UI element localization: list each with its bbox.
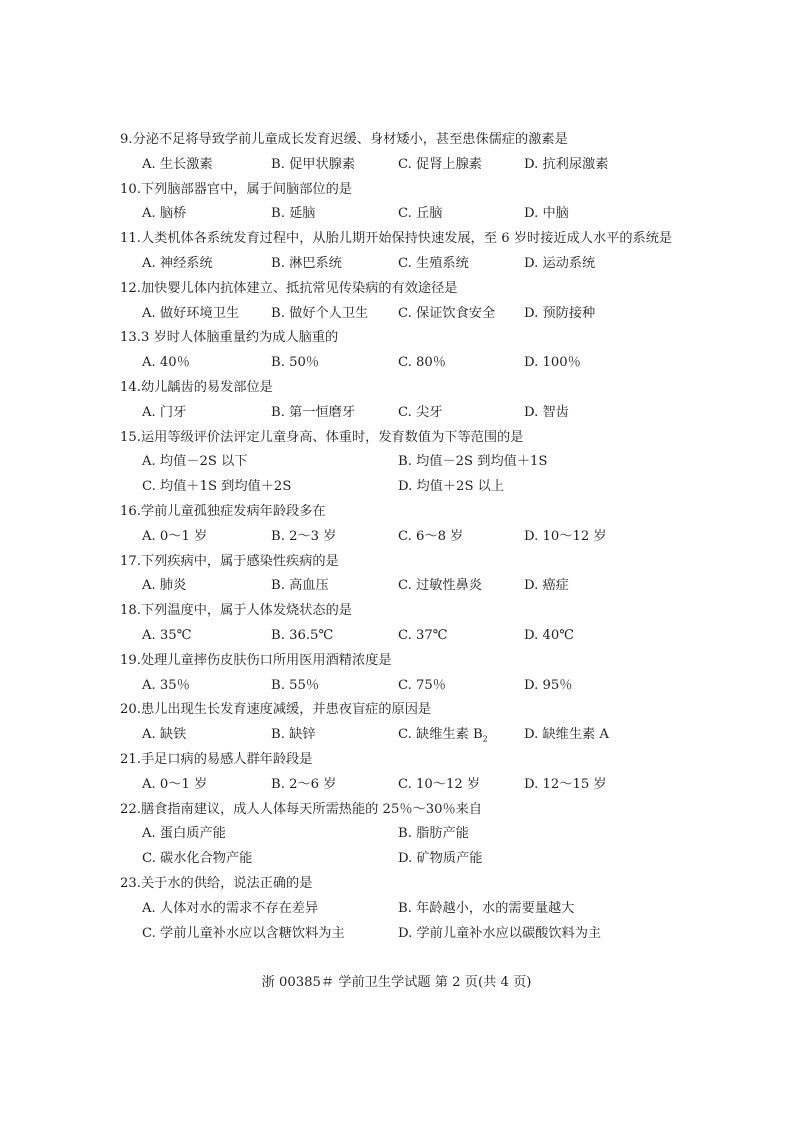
option-d[interactable]: D. 95％ — [524, 677, 573, 693]
option-c[interactable]: C. 均值＋1S 到均值＋2S — [142, 479, 292, 495]
options-row — [142, 450, 680, 475]
question-17 — [120, 550, 680, 600]
options-row — [142, 723, 680, 748]
options-row — [142, 922, 680, 947]
option-a[interactable]: A. 35％ — [142, 677, 190, 693]
question-stem: 16.学前儿童孤独症发病年龄段多在 — [120, 503, 326, 519]
question-stem: 23.关于水的供给，说法正确的是 — [120, 875, 313, 891]
options-row — [142, 153, 680, 178]
question-11 — [120, 227, 680, 277]
option-c[interactable]: C. 80％ — [398, 355, 446, 371]
option-a[interactable]: A. 0～1 岁 — [142, 776, 208, 792]
options-row — [142, 475, 680, 500]
question-21 — [120, 748, 680, 798]
option-b[interactable]: B. 第一恒磨牙 — [271, 404, 356, 420]
options-row — [142, 525, 680, 550]
option-a[interactable]: A. 神经系统 — [142, 255, 213, 271]
option-d[interactable]: D. 100％ — [524, 355, 581, 371]
option-b[interactable]: B. 促甲状腺素 — [271, 156, 356, 172]
question-stem: 22.膳食指南建议，成人人体每天所需热能的 25％～30％来自 — [120, 801, 483, 817]
option-a[interactable]: A. 均值－2S 以下 — [142, 454, 248, 470]
option-a[interactable]: A. 做好环境卫生 — [142, 305, 240, 321]
option-d[interactable]: D. 矿物质产能 — [398, 851, 483, 867]
option-b[interactable]: B. 均值－2S 到均值＋1S — [398, 454, 548, 470]
question-stem: 18.下列温度中，属于人体发烧状态的是 — [120, 603, 352, 619]
question-12 — [120, 277, 680, 327]
option-a[interactable]: A. 肺炎 — [142, 578, 187, 594]
option-c[interactable]: C. 促肾上腺素 — [398, 156, 482, 172]
question-23 — [120, 872, 680, 946]
question-13 — [120, 326, 680, 376]
option-c[interactable]: C. 37℃ — [398, 627, 448, 643]
option-a[interactable]: A. 35℃ — [142, 627, 192, 643]
option-a[interactable]: A. 蛋白质产能 — [142, 826, 226, 842]
question-stem: 17.下列疾病中，属于感染性疾病的是 — [120, 553, 339, 569]
question-stem: 13.3 岁时人体脑重量约为成人脑重的 — [120, 330, 339, 346]
option-c[interactable]: C. 75％ — [398, 677, 446, 693]
options-row — [142, 773, 680, 798]
options-row — [142, 252, 680, 277]
question-stem: 9.分泌不足将导致学前儿童成长发育迟缓、身材矮小，甚至患侏儒症的激素是 — [120, 132, 568, 147]
option-c[interactable]: C. 6～8 岁 — [398, 528, 464, 544]
question-stem: 21.手足口病的易感人群年龄段是 — [120, 751, 313, 767]
options-row — [142, 822, 680, 847]
option-c[interactable]: C. 生殖系统 — [398, 255, 469, 271]
option-b[interactable]: B. 2～6 岁 — [271, 776, 337, 792]
question-20 — [120, 698, 680, 748]
options-row — [142, 302, 680, 327]
options-row — [142, 674, 680, 699]
question-22 — [120, 798, 680, 872]
page-footer: 浙 00385＃ 学前卫生学试题 第 2 页(共 4 页) — [261, 975, 532, 990]
question-stem: 11.人类机体各系统发育过程中，从胎儿期开始保持快速发展，至 6 岁时接近成人水平的系统是 — [120, 231, 673, 247]
options-row — [142, 401, 680, 426]
option-d[interactable]: D. 癌症 — [524, 578, 569, 594]
option-d[interactable]: D. 学前儿童补水应以碳酸饮料为主 — [398, 925, 602, 941]
question-stem: 10.下列脑部器官中，属于间脑部位的是 — [120, 181, 352, 197]
question-stem: 15.运用等级评价法评定儿童身高、体重时，发育数值为下等范围的是 — [120, 429, 524, 445]
option-d[interactable]: D. 智齿 — [524, 404, 569, 420]
option-a[interactable]: A. 人体对水的需求不存在差异 — [142, 900, 319, 916]
option-c[interactable]: C. 缺维生素 $B_2$ — [398, 727, 488, 744]
question-19 — [120, 649, 680, 699]
question-15 — [120, 426, 680, 500]
option-d[interactable]: D. 预防接种 — [524, 305, 596, 321]
question-9 — [120, 128, 680, 178]
option-d[interactable]: D. 均值＋2S 以上 — [398, 479, 505, 495]
question-10 — [120, 178, 680, 228]
option-c[interactable]: C. 尖牙 — [398, 404, 443, 420]
question-18 — [120, 599, 680, 649]
option-c[interactable]: C. 学前儿童补水应以含糖饮料为主 — [142, 925, 345, 941]
option-c[interactable]: C. 过敏性鼻炎 — [398, 578, 482, 594]
option-d[interactable]: D. 12～15 岁 — [524, 776, 607, 792]
option-a[interactable]: A. 缺铁 — [142, 727, 187, 743]
option-a[interactable]: A. 40％ — [142, 355, 190, 371]
subscript-2: 2 — [482, 734, 488, 744]
option-a[interactable]: A. 0～1 岁 — [142, 528, 208, 544]
option-d[interactable]: D. 运动系统 — [524, 255, 596, 271]
option-b[interactable]: B. 55％ — [271, 677, 320, 693]
option-b[interactable]: B. 36.5℃ — [271, 627, 334, 643]
question-14 — [120, 376, 680, 426]
option-b[interactable]: B. 高血压 — [271, 578, 329, 594]
question-16 — [120, 500, 680, 550]
options-row — [142, 897, 680, 922]
question-stem: 12.加快婴儿体内抗体建立、抵抗常见传染病的有效途径是 — [120, 280, 458, 296]
question-list — [120, 128, 680, 946]
question-stem: 19.处理儿童摔伤皮肤伤口所用医用酒精浓度是 — [120, 652, 392, 668]
options-row — [142, 847, 680, 872]
option-d[interactable]: D. 中脑 — [524, 206, 569, 222]
option-b[interactable]: B. 脂肪产能 — [398, 826, 469, 842]
option-b[interactable]: B. 年龄越小，水的需要量越大 — [398, 900, 575, 916]
option-d[interactable]: D. 抗利尿激素 — [524, 156, 609, 172]
question-stem: 14.幼儿龋齿的易发部位是 — [120, 379, 273, 395]
question-stem: 20.患儿出现生长发育速度减缓，并患夜盲症的原因是 — [120, 702, 432, 718]
option-c[interactable]: C. 碳水化合物产能 — [142, 851, 253, 867]
option-c[interactable]: C. 保证饮食安全 — [398, 305, 496, 321]
option-d[interactable]: D. 10～12 岁 — [524, 528, 607, 544]
option-b[interactable]: B. 2～3 岁 — [271, 528, 337, 544]
option-a[interactable]: A. 生长激素 — [142, 156, 213, 172]
option-c[interactable]: C. 丘脑 — [398, 206, 443, 222]
options-row — [142, 624, 680, 649]
option-a[interactable]: A. 门牙 — [142, 404, 187, 420]
option-b[interactable]: B. 50％ — [271, 355, 320, 371]
options-row — [142, 351, 680, 376]
option-c[interactable]: C. 10～12 岁 — [398, 776, 481, 792]
option-d[interactable]: D. 40℃ — [524, 627, 575, 643]
option-b[interactable]: B. 延脑 — [271, 206, 316, 222]
option-b[interactable]: B. 缺锌 — [271, 727, 316, 743]
options-row — [142, 574, 680, 599]
option-a[interactable]: A. 脑桥 — [142, 206, 187, 222]
option-d[interactable]: D. 缺维生素 A — [524, 727, 609, 743]
option-b[interactable]: B. 淋巴系统 — [271, 255, 342, 271]
option-b[interactable]: B. 做好个人卫生 — [271, 305, 369, 321]
options-row — [142, 202, 680, 227]
